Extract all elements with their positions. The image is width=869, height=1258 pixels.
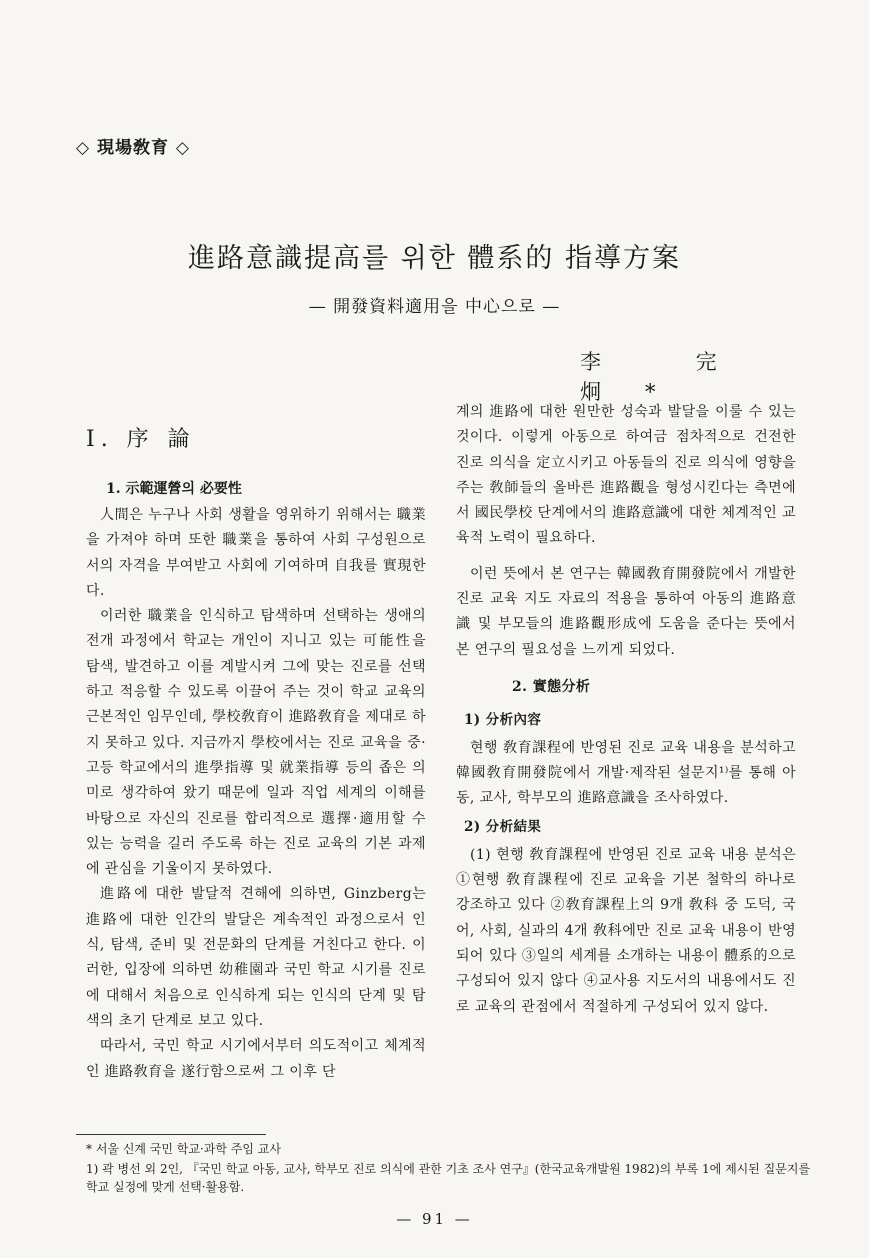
footnote-author: * 서울 신계 국민 학교·과학 주임 교사 [86, 1142, 281, 1156]
paragraph: 계의 進路에 대한 원만한 성숙과 발달을 이룰 수 있는 것이다. 이렇게 아동으로 하여금 점차적으로 건전한 진로 의식을 定立시키고 아동들의 진로 의식에 영향을 주는 敎師들의 올바른 進路觀을 형성시킨다는 측면에서 國民學校 단계에서의 進路意識에 대한 체계적인 교육적 노력이 필요하다. [456, 404, 796, 547]
paragraph: 따라서, 국민 학교 시기에서부터 의도적이고 체계적인 進路敎育을 遂行함으로써 그 이후 단 [86, 1038, 426, 1080]
footnote-rule [76, 1134, 266, 1135]
sub-heading-analysis-result: 2) 分析結果 [464, 819, 542, 836]
article-subtitle: — 開發資料適用을 中心으로 — [308, 297, 561, 317]
paragraph: 이런 뜻에서 본 연구는 韓國敎育開發院에서 개발한 진로 교육 지도 자료의 적용을 통하여 아동의 進路意識 및 부모들의 進路觀形成에 도움을 준다는 뜻에서 본 연구의 필요성을 느끼게 되었다. [456, 565, 796, 658]
paragraph: 이러한 職業을 인식하고 탐색하며 선택하는 생애의 전개 과정에서 학교는 개인이 지니고 있는 可能性을 탐색, 발견하고 이를 계발시켜 그에 맞는 진로를 선택하고 적응할 수 있도록 이끌어 주는 것이 학교 교육의 근본적인 임무인데, 學校敎育이 進路敎育을 제대로 하지 못하고 있다. 지금까지 學校에서는 진로 교육을 중·고등 학교에서의 進學指導 및 就業指導 등의 좁은 의미로 생각하여 왔기 때문에 일과 직업 세계의 이해를 바탕으로 자신의 진로를 합리적으로 選擇·適用할 수 있는 능력을 길러 주도록 하는 진로 교육의 기본 과제에 관심을 기울이지 못하였다. [86, 608, 426, 878]
paragraph: 進路에 대한 발달적 견해에 의하면, Ginzberg는 進路에 대한 인간의 발달은 계속적인 과정으로서 인식, 탐색, 준비 및 전문화의 단계를 거친다고 한다. 이러한, 입장에 의하면 幼稚園과 국민 학교 시기를 진로에 대해서 처음으로 인식하게 되는 인식의 단계 및 탐색의 초기 단계로 보고 있다. [86, 886, 426, 1029]
section-tag: ◇ 現場敎育 ◇ [76, 138, 190, 158]
article-title: 進路意識提高를 위한 體系的 指導方案 [188, 243, 681, 274]
subsection-heading-analysis: 2. 實態分析 [512, 678, 591, 695]
footnote-1: 1) 곽 병선 외 2인, 『국민 학교 아동, 교사, 학부모 진로 의식에 관한 기초 조사 연구』(한국교육개발원 1982)의 부록 1에 제시된 질문지를 학교 실정에 맞게 선택·활용함. [86, 1162, 811, 1194]
left-column [86, 503, 426, 1085]
author-name: 李 完 炯* [580, 350, 761, 404]
page-number: — 91 — [396, 1210, 473, 1228]
section-heading-introduction: Ⅰ. 序 論 [86, 427, 196, 452]
paragraph: (1) 현행 敎育課程에 반영된 진로 교육 내용 분석은 ①현행 敎育課程에 진로 교육을 기본 철학의 하나로 강조하고 있다 ②敎育課程上의 9개 敎科 중 도덕, 국어, 사회, 실과의 4개 敎科에만 진로 교육 내용이 반영되어 있다 ③일의 세계를 소개하는 내용이 體系的으로 구성되어 있지 않다 ④교사용 지도서의 내용에서도 진로 교육의 관점에서 적절하게 구성되어 있지 않다. [456, 846, 796, 1015]
right-column [456, 400, 796, 1020]
subsection-heading-necessity: 1. 示範運營의 必要性 [106, 481, 242, 497]
paragraph: 현행 敎育課程에 반영된 진로 교육 내용을 분석하고 韓國敎育開發院에서 개발·제작된 설문지¹⁾를 통해 아동, 교사, 학부모의 進路意識을 조사하였다. [456, 739, 796, 807]
sub-heading-analysis-content: 1) 分析內容 [464, 712, 542, 729]
paragraph: 人間은 누구나 사회 생활을 영위하기 위해서는 職業을 가져야 하며 또한 職業을 통하여 사회 구성원으로서의 자격을 부여받고 사회에 기여하며 自我를 實現한다. [86, 507, 426, 599]
